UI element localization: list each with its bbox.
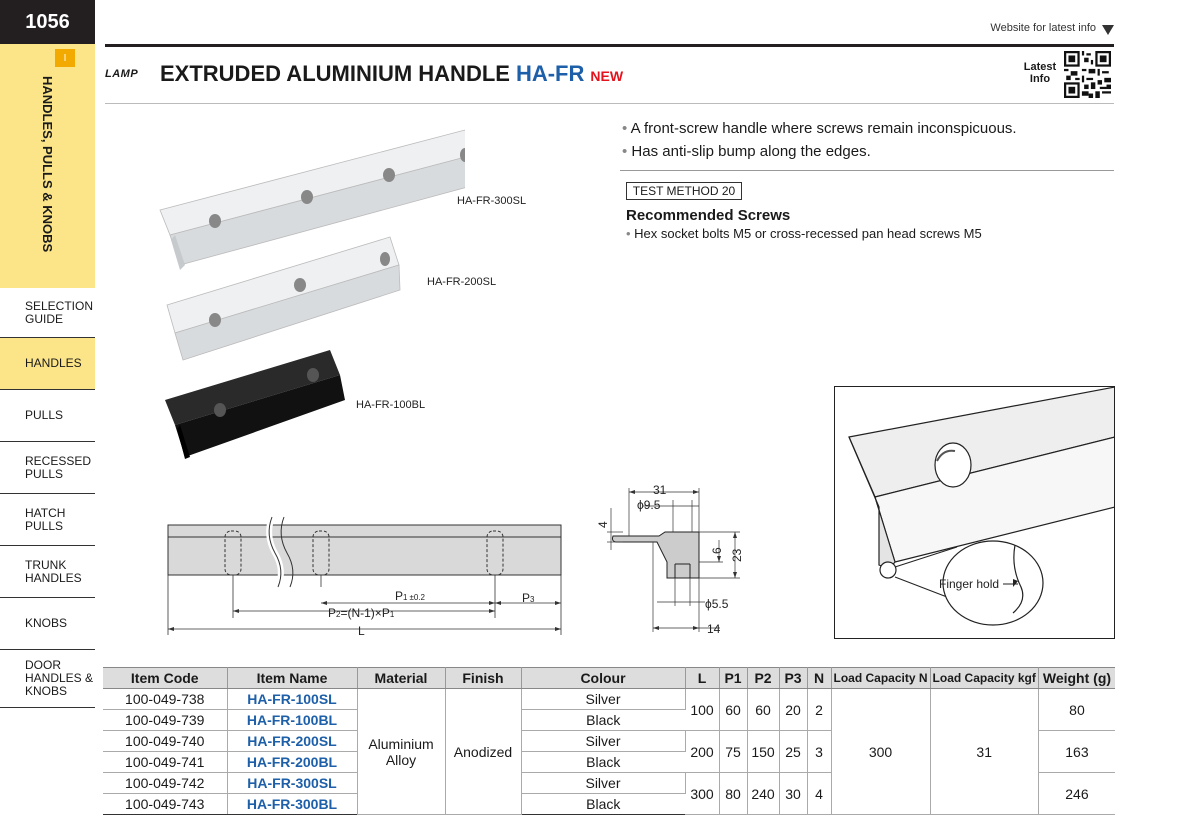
sidebar-item-recessed-pulls[interactable]: RECESSED PULLS: [0, 442, 95, 494]
dim-p2: P2=(N-1)×P1: [328, 606, 395, 620]
col-weight: Weight (g): [1038, 668, 1115, 689]
cell-p3: 20: [779, 689, 807, 731]
profile-drawing: [595, 478, 755, 638]
sidebar-item-hatch-pulls[interactable]: HATCH PULLS: [0, 494, 95, 546]
cell-name[interactable]: HA-FR-100BL: [227, 710, 357, 731]
col-p2: P2: [747, 668, 779, 689]
dim-23: 23: [730, 548, 744, 562]
qr-code-icon[interactable]: [1064, 51, 1111, 98]
col-item-name: Item Name: [227, 668, 357, 689]
feature-2: • Has anti-slip bump along the edges.: [622, 143, 871, 160]
dim-4: 4: [596, 521, 610, 528]
sidebar-item-knobs[interactable]: KNOBS: [0, 598, 95, 650]
finger-hold-label: Finger hold: [939, 577, 1000, 591]
cell-colour: Black: [521, 794, 685, 815]
dim-p1: P1 ±0.2: [395, 589, 425, 603]
sidebar-item-handles[interactable]: HANDLES: [0, 338, 95, 390]
front-view-drawing: [160, 515, 570, 640]
dim-14: 14: [707, 622, 721, 636]
cell-n: 3: [807, 731, 831, 773]
cell-p2: 150: [747, 731, 779, 773]
cell-p3: 30: [779, 773, 807, 815]
cell-l: 200: [685, 731, 719, 773]
new-badge: NEW: [590, 68, 624, 84]
dim-phi55: ϕ5.5: [705, 597, 729, 611]
cell-weight: 163: [1038, 731, 1115, 773]
category-title: HANDLES, PULLS & KNOBS: [40, 76, 55, 253]
brand-logo: LAMP: [105, 68, 139, 80]
dim-phi95: ϕ9.5: [637, 498, 661, 512]
sidebar-nav: [0, 288, 95, 708]
page-number: 1056: [0, 0, 95, 44]
down-arrow-icon: [1102, 25, 1114, 35]
dim-p3: P3: [522, 591, 535, 605]
cell-name[interactable]: HA-FR-200SL: [227, 731, 357, 752]
label-100bl: HA-FR-100BL: [356, 399, 426, 411]
cell-n: 4: [807, 773, 831, 815]
table-row: [103, 689, 1115, 710]
sidebar-item-door-handles-knobs[interactable]: DOOR HANDLES & KNOBS: [0, 650, 95, 708]
cell-p1: 75: [719, 731, 747, 773]
test-method-badge: TEST METHOD 20: [626, 182, 742, 200]
website-link[interactable]: Website for latest info: [990, 22, 1096, 34]
cell-n: 2: [807, 689, 831, 731]
cell-name[interactable]: HA-FR-200BL: [227, 752, 357, 773]
cell-code: 100-049-740: [103, 731, 227, 752]
cell-weight: 246: [1038, 773, 1115, 815]
cell-colour: Silver: [521, 773, 685, 794]
cell-code: 100-049-739: [103, 710, 227, 731]
cell-p1: 60: [719, 689, 747, 731]
cell-name[interactable]: HA-FR-300SL: [227, 773, 357, 794]
cell-load-kgf: 31: [930, 689, 1038, 815]
cell-weight: 80: [1038, 689, 1115, 731]
recommended-screws-item: • Hex socket bolts M5 or cross-recessed pan head screws M5: [626, 226, 982, 241]
cell-finish: Anodized: [445, 689, 521, 815]
cell-load-n: 300: [831, 689, 930, 815]
handle-100bl-render: [165, 350, 345, 459]
col-n: N: [807, 668, 831, 689]
section-marker: I: [55, 49, 75, 67]
header-divider: [105, 103, 1114, 104]
table-header-row: [103, 668, 1115, 689]
cell-colour: Black: [521, 710, 685, 731]
sidebar-item-pulls[interactable]: PULLS: [0, 390, 95, 442]
detail-illustration: [834, 386, 1115, 639]
col-load-kgf: Load Capacity kgf: [930, 668, 1038, 689]
handle-300sl-render: [160, 130, 465, 270]
col-item-code: Item Code: [103, 668, 227, 689]
dim-l: L: [358, 624, 365, 638]
col-material: Material: [357, 668, 445, 689]
col-finish: Finish: [445, 668, 521, 689]
cell-colour: Black: [521, 752, 685, 773]
cell-code: 100-049-741: [103, 752, 227, 773]
cell-code: 100-049-738: [103, 689, 227, 710]
col-p3: P3: [779, 668, 807, 689]
cell-p2: 60: [747, 689, 779, 731]
label-200sl: HA-FR-200SL: [427, 276, 497, 288]
cell-p1: 80: [719, 773, 747, 815]
cell-colour: Silver: [521, 689, 685, 710]
sidebar-item-selection-guide[interactable]: SELECTION GUIDE: [0, 288, 95, 338]
cell-name[interactable]: HA-FR-300BL: [227, 794, 357, 815]
cell-colour: Silver: [521, 731, 685, 752]
cell-material: Aluminium Alloy: [357, 689, 445, 815]
col-load-n: Load Capacity N: [831, 668, 930, 689]
col-l: L: [685, 668, 719, 689]
latest-info-label: Latest Info: [1023, 61, 1057, 85]
col-p1: P1: [719, 668, 747, 689]
cell-name[interactable]: HA-FR-100SL: [227, 689, 357, 710]
cell-l: 100: [685, 689, 719, 731]
label-300sl: HA-FR-300SL: [457, 195, 527, 207]
dim-31: 31: [653, 483, 667, 497]
cell-code: 100-049-742: [103, 773, 227, 794]
col-colour: Colour: [521, 668, 685, 689]
top-divider: [105, 44, 1114, 47]
feature-1: • A front-screw handle where screws remain inconspicuous.: [622, 120, 1017, 137]
sidebar-item-trunk-handles[interactable]: TRUNK HANDLES: [0, 546, 95, 598]
cell-p2: 240: [747, 773, 779, 815]
page-title: EXTRUDED ALUMINIUM HANDLE HA-FR NEW: [160, 61, 624, 86]
product-photos: [155, 125, 465, 470]
recommended-screws-heading: Recommended Screws: [626, 207, 791, 224]
features-divider: [620, 170, 1114, 171]
dim-6: 6: [710, 547, 724, 554]
product-code: HA-FR: [515, 61, 585, 86]
cell-p3: 25: [779, 731, 807, 773]
spec-table: [103, 667, 1115, 815]
cell-code: 100-049-743: [103, 794, 227, 815]
cell-l: 300: [685, 773, 719, 815]
